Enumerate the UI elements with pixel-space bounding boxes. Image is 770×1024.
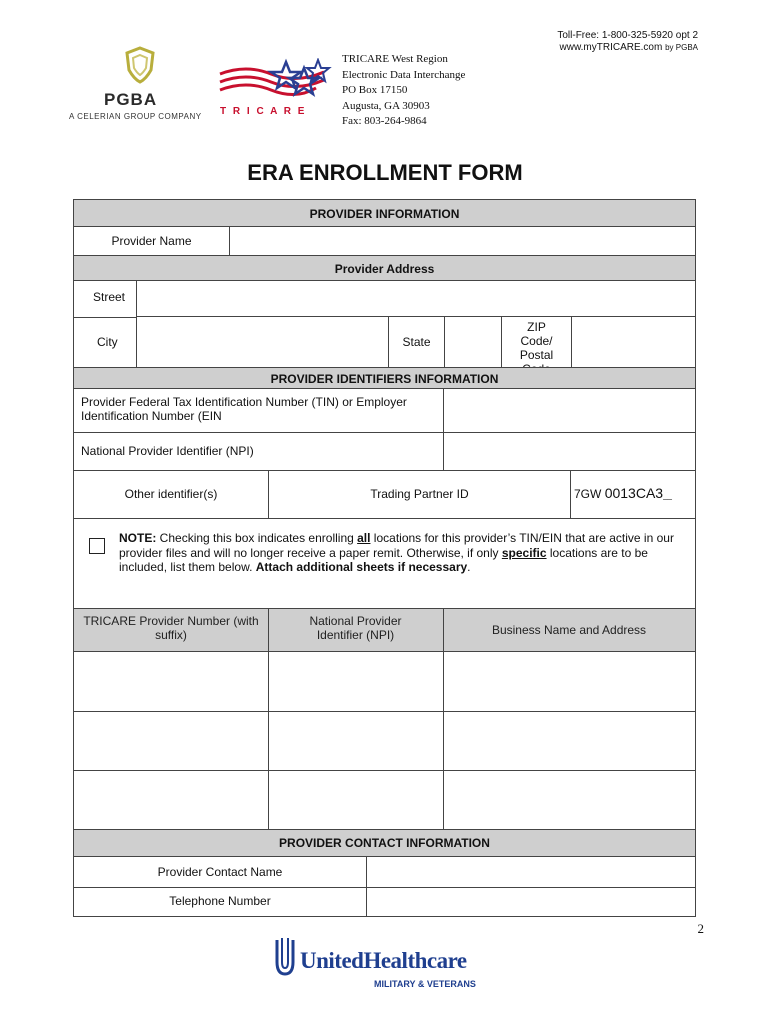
address-line: Fax: 803-264-9864	[342, 115, 427, 127]
contact-name-label: Provider Contact Name	[157, 865, 283, 879]
column-npi: National Provider Identifier (NPI)	[309, 614, 402, 642]
trading-partner-value: 0013CA3	[604, 485, 664, 501]
tollfree-number: Toll-Free: 1-800-325-5920 opt 2	[557, 30, 698, 41]
tricare-logo	[216, 58, 332, 122]
provider-name-label: Provider Name	[111, 234, 192, 248]
uhc-logo-sub: MILITARY & VETERANS	[374, 979, 476, 989]
address-line: TRICARE West Region	[342, 53, 448, 65]
section-provider-identifiers: PROVIDER IDENTIFIERS INFORMATION	[74, 367, 695, 389]
section-provider-information: PROVIDER INFORMATION	[74, 200, 695, 227]
npi-field[interactable]	[443, 432, 695, 470]
zip-label: ZIP Code/ Postal	[501, 317, 571, 367]
street-field[interactable]	[136, 281, 695, 317]
zip-field[interactable]	[571, 317, 695, 367]
npi-label: National Provider Identifier (NPI)	[81, 444, 254, 458]
era-enrollment-form	[73, 199, 696, 917]
page-title: ERA ENROLLMENT FORM	[247, 160, 523, 185]
column-business-name-address: Business Name and Address	[491, 623, 647, 637]
note-part: .	[467, 560, 471, 574]
location-row-1-business[interactable]	[443, 652, 695, 711]
note-all: all	[357, 531, 371, 545]
tricare-logo-text: T R I C A R E	[220, 106, 307, 117]
provider-name-field[interactable]	[229, 227, 695, 255]
website-link[interactable]: www.myTRICARE.com	[559, 42, 663, 53]
mailing-address	[342, 52, 465, 130]
pgba-tagline: A CELERIAN GROUP COMPANY	[69, 112, 202, 121]
location-row-2-npi[interactable]	[268, 711, 443, 770]
location-row-2-business[interactable]	[443, 711, 695, 770]
street-label: Street	[93, 290, 126, 304]
website-suffix: by PGBA	[665, 43, 698, 52]
pgba-logo	[66, 46, 216, 126]
address-line: PO Box 17150	[342, 84, 408, 96]
column-tricare-provider-number: TRICARE Provider Number (with suffix)	[83, 614, 259, 642]
unitedhealthcare-logo	[272, 934, 492, 994]
note-specific: specific	[501, 545, 547, 560]
location-row-1-npi[interactable]	[268, 652, 443, 711]
note-part: locations for this provider’s TIN/EIN that are active in our provider files and will no longer receive a paper remit. Otherwise, if only	[119, 531, 674, 560]
all-locations-checkbox[interactable]	[89, 538, 105, 554]
tin-label: Provider Federal Tax Identification Number (TIN) or Employer Identification Number (EIN	[81, 395, 407, 423]
telephone-label: Telephone Number	[169, 894, 271, 908]
note-part: locations are to be included, list them below.	[119, 545, 648, 574]
contact-name-field[interactable]	[366, 857, 695, 887]
location-row-3-provider-number[interactable]	[74, 770, 268, 829]
pgba-shield-icon	[124, 46, 156, 84]
website-line	[557, 42, 698, 54]
state-field[interactable]	[444, 317, 501, 367]
note-attach: Attach additional sheets if necessary	[255, 560, 468, 574]
uhc-logo-text: UnitedHealthcare	[300, 948, 467, 973]
state-label: State	[388, 317, 444, 367]
note-lead: NOTE:	[119, 531, 157, 545]
page-number: 2	[697, 921, 704, 936]
note-text	[119, 531, 691, 575]
pgba-logo-text: PGBA	[104, 90, 158, 109]
tollfree-info	[557, 30, 698, 54]
city-field[interactable]	[136, 317, 388, 367]
location-row-3-business[interactable]	[443, 770, 695, 829]
note-part: Checking this box indicates enrolling	[156, 531, 358, 545]
location-row-1-provider-number[interactable]	[74, 652, 268, 711]
tricare-flag-icon	[216, 58, 332, 104]
city-label: City	[97, 335, 118, 349]
other-identifiers-label: Other identifier(s)	[124, 487, 218, 501]
trading-partner-label: Trading Partner ID	[268, 470, 570, 518]
tin-field[interactable]	[443, 389, 695, 432]
section-provider-contact: PROVIDER CONTACT INFORMATION	[74, 829, 695, 857]
section-provider-address: Provider Address	[74, 255, 695, 281]
location-row-3-npi[interactable]	[268, 770, 443, 829]
uhc-u-icon	[274, 936, 296, 978]
trading-partner-field[interactable]: 7GW 0013CA3__	[570, 470, 695, 518]
telephone-field[interactable]	[366, 887, 695, 916]
location-row-2-provider-number[interactable]	[74, 711, 268, 770]
trading-partner-prefix: 7GW	[574, 487, 602, 501]
address-line: Electronic Data Interchange	[342, 68, 466, 81]
address-line: Augusta, GA 30903	[342, 99, 430, 112]
